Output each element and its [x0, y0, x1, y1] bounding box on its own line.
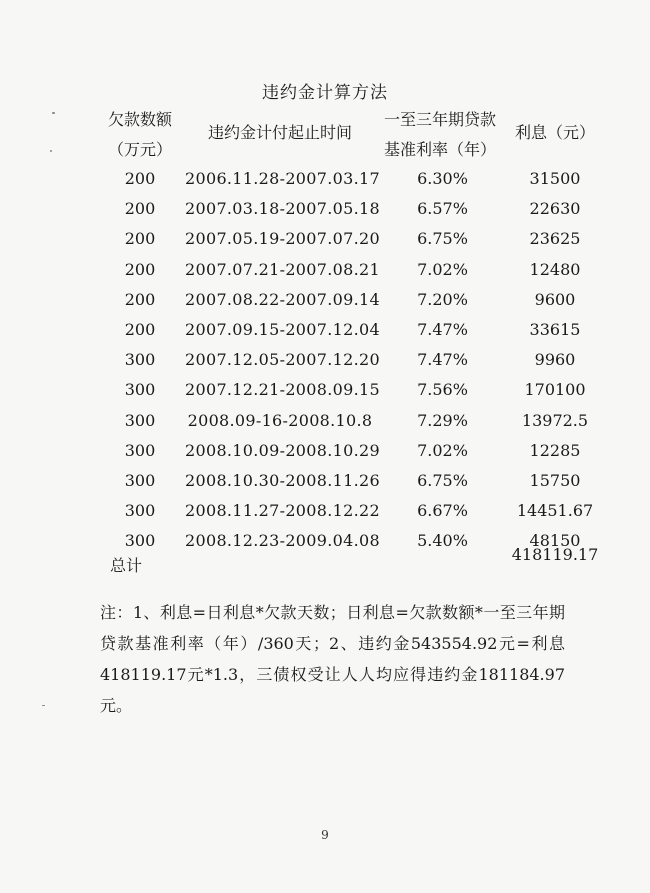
cell-amount: 200 [124, 320, 156, 339]
cell-rate: 7.56% [417, 380, 468, 400]
cell-amount: 300 [124, 350, 156, 370]
cell-interest: 9600 [534, 289, 576, 309]
cell-period: 2007.05.19-2007.07.20 [185, 229, 380, 249]
cell-interest: 15750 [529, 471, 581, 490]
header-period: 违约金计付起止时间 [207, 123, 352, 142]
cell-interest: 14451.67 [516, 501, 594, 521]
table-row [0, 255, 650, 285]
cell-interest: 12285 [529, 440, 581, 460]
cell-amount: 300 [124, 380, 156, 400]
header-amount-line1: 欠款数额 [107, 110, 172, 129]
cell-interest: 48150 [529, 531, 581, 551]
cell-rate: 6.75% [417, 471, 468, 490]
cell-period: 2007.07.21-2007.08.21 [185, 259, 380, 279]
cell-amount: 200 [124, 229, 156, 249]
cell-amount: 300 [124, 440, 156, 460]
cell-rate: 7.02% [417, 440, 468, 460]
header-amount [100, 105, 180, 165]
cell-period: 2007.09.15-2007.12.04 [185, 320, 380, 339]
cell-rate: 7.47% [417, 320, 468, 339]
scan-speck [52, 112, 55, 114]
cell-amount: 300 [124, 471, 156, 490]
cell-rate: 6.75% [417, 229, 468, 249]
cell-rate: 6.67% [417, 501, 468, 521]
table-row [0, 164, 650, 194]
cell-interest: 23625 [529, 229, 581, 249]
table-row [0, 315, 650, 345]
cell-interest: 170100 [524, 380, 586, 400]
cell-rate: 5.40% [417, 531, 468, 551]
scan-speck [42, 705, 45, 706]
cell-period: 2006.11.28-2007.03.17 [185, 169, 380, 188]
header-interest: 利息（元） [514, 123, 595, 142]
cell-amount: 200 [124, 199, 156, 219]
cell-period: 2007.08.22-2007.09.14 [185, 289, 380, 309]
cell-rate: 6.57% [417, 199, 468, 219]
table-row [0, 285, 650, 315]
cell-interest: 31500 [529, 169, 581, 188]
cell-period: 2008.10.30-2008.11.26 [185, 471, 380, 490]
cell-period: 2008.10.09-2008.10.29 [185, 440, 380, 460]
total-value: 418119.17 [511, 545, 599, 564]
cell-period: 2007.12.05-2007.12.20 [185, 350, 380, 370]
cell-period: 2008.09-16-2008.10.8 [187, 410, 373, 430]
page-title: 违约金计算方法 [262, 83, 388, 103]
cell-amount: 300 [124, 410, 156, 430]
cell-interest: 22630 [529, 199, 581, 219]
cell-interest: 13972.5 [521, 410, 589, 430]
table-row [0, 224, 650, 254]
page-number: 9 [321, 828, 329, 842]
table-row [0, 496, 650, 526]
scan-speck [50, 150, 52, 152]
cell-rate: 6.30% [417, 169, 468, 188]
cell-rate: 7.47% [417, 350, 468, 370]
total-label: 总计 [110, 556, 143, 575]
cell-period: 2008.11.27-2008.12.22 [185, 501, 380, 521]
cell-rate: 7.29% [417, 410, 468, 430]
table-row [0, 375, 650, 405]
cell-rate: 7.02% [417, 259, 468, 279]
cell-amount: 200 [124, 259, 156, 279]
cell-amount: 300 [124, 501, 156, 521]
cell-amount: 300 [124, 531, 156, 551]
cell-period: 2007.12.21-2008.09.15 [185, 380, 380, 400]
table-row [0, 194, 650, 224]
cell-period: 2007.03.18-2007.05.18 [185, 199, 380, 219]
header-amount-line2: （万元） [107, 140, 172, 159]
header-rate-line1: 一至三年期贷款 [383, 110, 496, 129]
table-row [0, 466, 650, 496]
cell-period: 2008.12.23-2009.04.08 [185, 531, 380, 551]
table-row [0, 436, 650, 466]
cell-amount: 200 [124, 289, 156, 309]
cell-interest: 33615 [529, 320, 581, 339]
header-rate [375, 105, 505, 165]
table-row [0, 345, 650, 375]
cell-interest: 9960 [534, 350, 576, 370]
cell-interest: 12480 [529, 259, 581, 279]
header-rate-line2: 基准利率（年） [383, 140, 496, 159]
cell-amount: 200 [124, 169, 156, 188]
table-row [0, 406, 650, 436]
calculation-note: 注：1、利息=日利息*欠款天数；日利息=欠款数额*一至三年期贷款基准利率（年）/360天；2、违约金543554.92元=利息418119.17元*1.3，三债权受让人人均应得违约金181184.97元。 [100, 603, 565, 715]
cell-rate: 7.20% [417, 289, 468, 309]
